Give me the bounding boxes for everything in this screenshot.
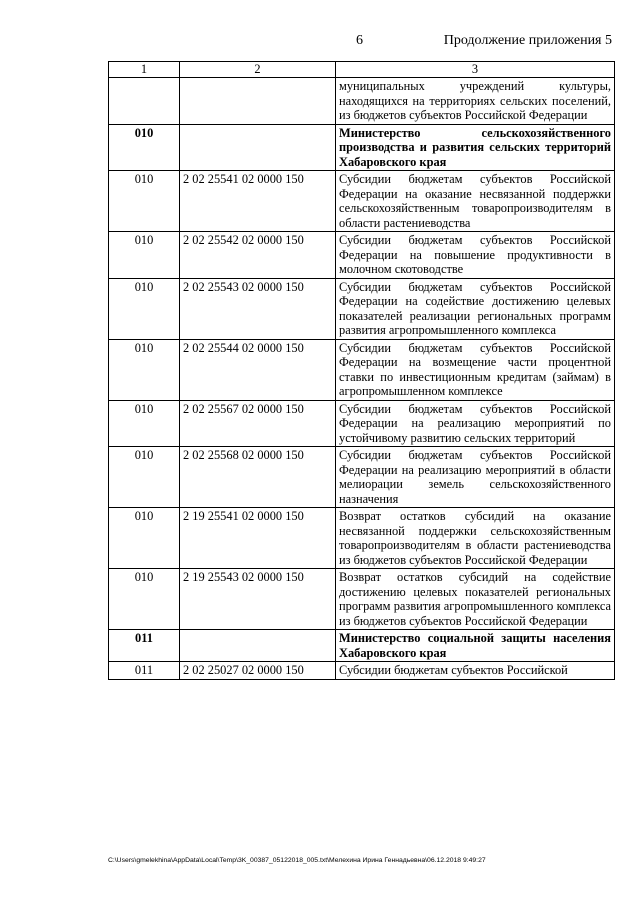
description-cell: Субсидии бюджетам субъектов Российской Федерации на повышение продуктивности в молочном скотоводстве bbox=[336, 232, 615, 279]
column-header: 2 bbox=[180, 62, 336, 78]
revenue-code-cell bbox=[180, 78, 336, 125]
table-row bbox=[109, 339, 615, 400]
description-cell: Субсидии бюджетам субъектов Российской bbox=[336, 662, 615, 680]
revenue-code-cell: 2 02 25568 02 0000 150 bbox=[180, 447, 336, 508]
admin-code-cell: 011 bbox=[109, 630, 180, 662]
table-row bbox=[109, 569, 615, 630]
table-header-row bbox=[109, 62, 615, 78]
description-cell: Субсидии бюджетам субъектов Российской Федерации на реализацию мероприятий в области мелиорации земель сельскохозяйственного назначения bbox=[336, 447, 615, 508]
revenue-code-cell: 2 02 25567 02 0000 150 bbox=[180, 400, 336, 447]
table-row bbox=[109, 124, 615, 171]
table-row bbox=[109, 400, 615, 447]
admin-code-cell: 010 bbox=[109, 171, 180, 232]
column-header: 3 bbox=[336, 62, 615, 78]
description-cell: Министерство сельскохозяйственного производства и развития сельских территорий Хабаровского края bbox=[336, 124, 615, 171]
revenue-code-cell bbox=[180, 630, 336, 662]
description-cell: Министерство социальной защиты населения Хабаровского края bbox=[336, 630, 615, 662]
description-cell: муниципальных учреждений культуры, находящихся на территориях сельских поселений, из бюджетов субъектов Российской Федерации bbox=[336, 78, 615, 125]
table-row bbox=[109, 662, 615, 680]
admin-code-cell: 010 bbox=[109, 569, 180, 630]
page-number: 6 bbox=[356, 33, 363, 48]
table-row bbox=[109, 232, 615, 279]
appendix-table bbox=[108, 61, 615, 680]
column-header: 1 bbox=[109, 62, 180, 78]
admin-code-cell: 010 bbox=[109, 339, 180, 400]
admin-code-cell: 010 bbox=[109, 447, 180, 508]
admin-code-cell: 010 bbox=[109, 232, 180, 279]
table-row bbox=[109, 171, 615, 232]
file-path-footer: C:\Users\gmelekhina\AppData\Local\Temp\3K_00387_05122018_005.txt\Мелехина Ирина Геннадьевна\06.12.2018 9:49:27 bbox=[108, 857, 486, 864]
revenue-code-cell: 2 02 25544 02 0000 150 bbox=[180, 339, 336, 400]
table-row bbox=[109, 630, 615, 662]
revenue-code-cell: 2 19 25543 02 0000 150 bbox=[180, 569, 336, 630]
admin-code-cell: 010 bbox=[109, 400, 180, 447]
table-row bbox=[109, 278, 615, 339]
description-cell: Субсидии бюджетам субъектов Российской Федерации на возмещение части процентной ставки по инвестиционным кредитам (займам) в агропромышленном комплексе bbox=[336, 339, 615, 400]
description-cell: Возврат остатков субсидий на оказание несвязанной поддержки сельскохозяйственным товаропроизводителям в области растениеводства из бюджетов субъектов Российской Федерации bbox=[336, 508, 615, 569]
description-cell: Возврат остатков субсидий на содействие достижению целевых показателей региональных программ развития агропромышленного комплекса из бюджетов субъектов Российской Федерации bbox=[336, 569, 615, 630]
revenue-code-cell: 2 02 25543 02 0000 150 bbox=[180, 278, 336, 339]
revenue-code-cell: 2 19 25541 02 0000 150 bbox=[180, 508, 336, 569]
revenue-code-cell: 2 02 25541 02 0000 150 bbox=[180, 171, 336, 232]
description-cell: Субсидии бюджетам субъектов Российской Федерации на содействие достижению целевых показателей реализации региональных программ развития агропромышленного комплекса bbox=[336, 278, 615, 339]
admin-code-cell: 010 bbox=[109, 124, 180, 171]
admin-code-cell: 010 bbox=[109, 278, 180, 339]
continuation-label: Продолжение приложения 5 bbox=[443, 33, 612, 48]
table-row bbox=[109, 508, 615, 569]
admin-code-cell: 011 bbox=[109, 662, 180, 680]
revenue-code-cell bbox=[180, 124, 336, 171]
description-cell: Субсидии бюджетам субъектов Российской Федерации на реализацию мероприятий по устойчивому развитию сельских территорий bbox=[336, 400, 615, 447]
admin-code-cell bbox=[109, 78, 180, 125]
revenue-code-cell: 2 02 25027 02 0000 150 bbox=[180, 662, 336, 680]
table-row bbox=[109, 78, 615, 125]
revenue-code-cell: 2 02 25542 02 0000 150 bbox=[180, 232, 336, 279]
description-cell: Субсидии бюджетам субъектов Российской Федерации на оказание несвязанной поддержки сельскохозяйственным товаропроизводителям в области растениеводства bbox=[336, 171, 615, 232]
admin-code-cell: 010 bbox=[109, 508, 180, 569]
table-row bbox=[109, 447, 615, 508]
